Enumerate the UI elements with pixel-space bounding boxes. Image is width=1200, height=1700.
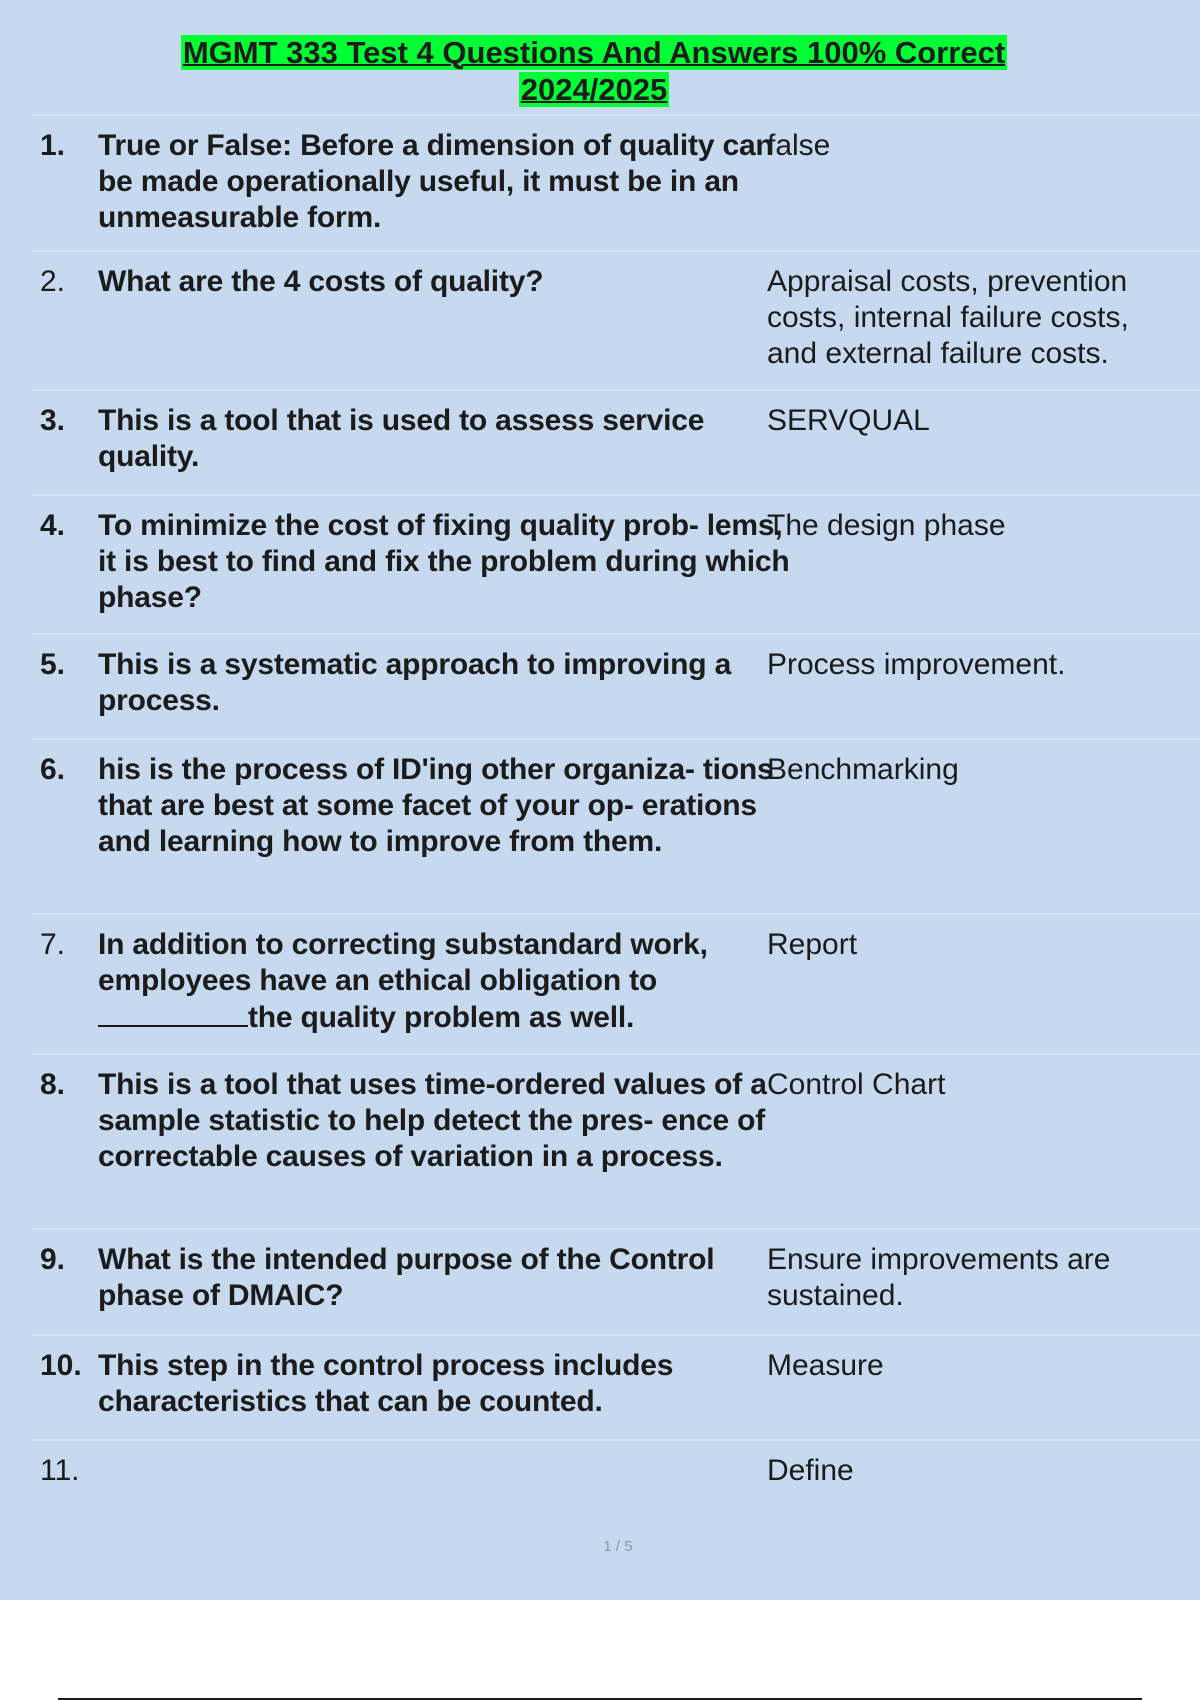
qa-row-6 (32, 738, 1200, 913)
qa-row-10 (32, 1334, 1200, 1439)
question-text-part-2: the quality problem as well. (248, 1001, 635, 1034)
question-number: 5. (40, 648, 66, 681)
document-title-line-1: MGMT 333 Test 4 Questions And Answers 100% Correct (182, 35, 1006, 70)
answer-text: Benchmarking (767, 753, 959, 786)
question-text: This is a tool that is used to assess service quality. (98, 404, 705, 473)
answer-text: The design phase (767, 509, 1006, 542)
question-number: 10. (40, 1349, 82, 1382)
qa-row-8 (32, 1053, 1200, 1228)
qa-row-4 (32, 494, 1200, 633)
qa-row-3 (32, 389, 1200, 494)
qa-row-1 (32, 114, 1200, 250)
page-indicator: 1 / 5 (603, 1538, 633, 1555)
qa-row-5 (32, 633, 1200, 738)
answer-blank (98, 999, 248, 1027)
qa-list (32, 114, 1200, 1521)
qa-row-9 (32, 1228, 1200, 1334)
question-number: 1. (40, 129, 66, 162)
answer-text: Measure (767, 1349, 884, 1382)
document-title (0, 34, 1188, 108)
question-number: 8. (40, 1068, 66, 1101)
qa-row-11 (32, 1439, 1200, 1521)
question-number: 11. (40, 1454, 80, 1487)
question-text: This is a systematic approach to improving a process. (98, 648, 732, 717)
question-text: To minimize the cost of fixing quality prob- lems, it is best to find and fix the problem during which phase? (98, 509, 790, 614)
question-text (98, 927, 798, 1036)
answer-text: SERVQUAL (767, 404, 930, 437)
qa-row-7 (32, 913, 1200, 1053)
answer-text: Appraisal costs, prevention costs, internal failure costs, and external failure costs. (767, 265, 1129, 370)
answer-text: false (767, 129, 831, 162)
question-number: 3. (40, 404, 66, 437)
answer-text: Define (767, 1454, 854, 1487)
qa-row-2 (32, 250, 1200, 389)
answer-text: Report (767, 928, 858, 961)
question-number: 9. (40, 1243, 66, 1276)
answer-text: Ensure improvements are sustained. (767, 1243, 1111, 1312)
answer-text: Control Chart (767, 1068, 946, 1101)
answer-text: Process improvement. (767, 648, 1066, 681)
question-text: his is the process of ID'ing other organiza- tions that are best at some facet of your op- erations and learning how to improve from them. (98, 753, 774, 858)
question-text-part-1: In addition to correcting substandard work, employees have an ethical obligation to (98, 928, 708, 997)
question-text: True or False: Before a dimension of quality can be made operationally useful, it must be in an unmeasurable form. (98, 129, 774, 234)
question-text: This is a tool that uses time-ordered values of a sample statistic to help detect the pres- ence of correctable causes of variation in a process. (98, 1068, 767, 1173)
document-title-line-2: 2024/2025 (520, 72, 668, 107)
question-number: 2. (40, 265, 66, 298)
question-number: 7. (40, 928, 66, 961)
question-text: This step in the control process includes characteristics that can be counted. (98, 1349, 674, 1418)
question-text: What are the 4 costs of quality? (98, 265, 544, 298)
question-number: 4. (40, 509, 66, 542)
question-number: 6. (40, 753, 66, 786)
question-text: What is the intended purpose of the Control phase of DMAIC? (98, 1243, 715, 1312)
